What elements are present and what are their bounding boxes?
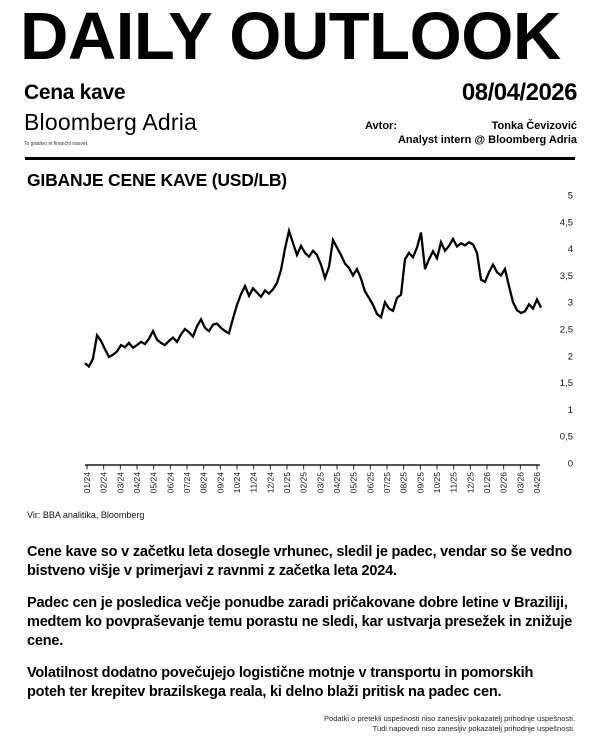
x-tick-label: 02/25 <box>298 472 309 494</box>
author-name: Tonka Čevizović <box>491 120 577 132</box>
x-tick-label: 08/25 <box>398 472 409 494</box>
x-tick-label: 12/24 <box>265 472 276 494</box>
x-tick-label: 03/25 <box>315 472 326 494</box>
x-tick-label: 02/26 <box>498 471 509 494</box>
y-tick-labels <box>560 191 573 470</box>
x-tick-label: 09/25 <box>415 472 426 494</box>
x-tick-label: 12/25 <box>465 472 476 494</box>
masthead-title: DAILY OUTLOOK <box>20 0 561 74</box>
analysis-paragraph-1: Cene kave so v začetku leta dosegle vrhunec, sledil je padec, vendar so še vedno bistveno višje v primerjavi z ravnmi z začetka leta 2024. <box>27 544 572 579</box>
divider-rule <box>25 157 575 160</box>
x-tick-label: 04/25 <box>332 472 342 494</box>
x-tick-label: 07/25 <box>382 472 392 494</box>
y-tick-label: 2 <box>567 351 573 363</box>
subject-title: Cena kave <box>24 81 126 104</box>
analysis-paragraph-3: Volatilnost dodatno povečujejo logistične motnje v transportu in pomorskih poteh ter krepitev brazilskega reala, ki delno blaži pritisk na padec cen. <box>27 665 534 700</box>
y-tick-label: 0,5 <box>559 431 573 443</box>
y-tick-label: 1 <box>567 404 573 416</box>
y-tick-label: 4 <box>567 244 573 256</box>
x-tick-label: 05/25 <box>348 472 359 494</box>
footer-disclaimer <box>324 714 575 734</box>
y-tick-label: 3,5 <box>559 270 573 282</box>
y-tick-label: 4,5 <box>559 217 573 229</box>
x-tick-label: 01/25 <box>282 472 292 494</box>
x-tick-label: 04/26 <box>532 472 542 494</box>
author-label: Avtor: <box>365 120 397 132</box>
x-tick-label: 01/26 <box>482 472 492 494</box>
x-tick-label: 10/25 <box>432 472 442 494</box>
x-tick-label: 06/24 <box>165 472 176 494</box>
chart-title: GIBANJE CENE KAVE (USD/LB) <box>27 170 287 190</box>
footer-disclaimer-line-2: Tudi napovedi niso zanesljiv pokazatelj prihodnje uspešnosti. <box>372 724 575 733</box>
x-tick-label: 03/24 <box>115 472 126 494</box>
issue-date: 08/04/2026 <box>461 79 577 106</box>
x-tick-label: 09/24 <box>215 472 226 494</box>
price-line <box>85 231 541 367</box>
x-tick-label: 04/24 <box>132 472 142 494</box>
brand-name: Bloomberg Adria <box>24 109 198 135</box>
x-tick-label: 07/24 <box>182 472 192 494</box>
micro-disclaimer: To gradivo ni finančni nasvet. <box>24 141 89 147</box>
x-axis <box>85 465 540 470</box>
analysis-paragraph-2: Padec cen je posledica večje ponudbe zaradi pričakovane dobre letine v Braziliji, medtem ko povpraševanje temu porastu ne sledi, kar ustvarja presežek in znižuje cene. <box>27 595 573 649</box>
y-tick-label: 2,5 <box>559 324 573 336</box>
x-tick-label: 03/26 <box>515 472 526 494</box>
x-tick-label: 08/24 <box>198 472 209 494</box>
y-tick-label: 1,5 <box>559 378 573 390</box>
x-tick-label: 05/24 <box>148 472 159 494</box>
chart-source: Vir: BBA analitika, Bloomberg <box>27 510 145 520</box>
x-tick-label: 01/24 <box>82 472 92 494</box>
y-tick-label: 5 <box>567 190 573 202</box>
footer-disclaimer-line-1: Podatki o pretekli uspešnosti niso zanesljiv pokazatelj prihodnje uspešnosti. <box>324 714 575 723</box>
analysis-body <box>27 543 573 715</box>
x-tick-label: 10/24 <box>232 472 242 494</box>
x-tick-label: 06/25 <box>365 472 376 494</box>
author-role: Analyst intern @ Bloomberg Adria <box>397 134 577 146</box>
x-tick-label: 11/25 <box>448 472 459 493</box>
y-tick-label: 0 <box>567 458 573 470</box>
author-block <box>365 119 577 147</box>
x-tick-label: 11/24 <box>248 472 259 493</box>
x-tick-label: 02/24 <box>98 472 109 494</box>
x-tick-labels <box>82 472 542 494</box>
price-chart-svg <box>0 168 600 524</box>
y-tick-label: 3 <box>567 297 573 309</box>
